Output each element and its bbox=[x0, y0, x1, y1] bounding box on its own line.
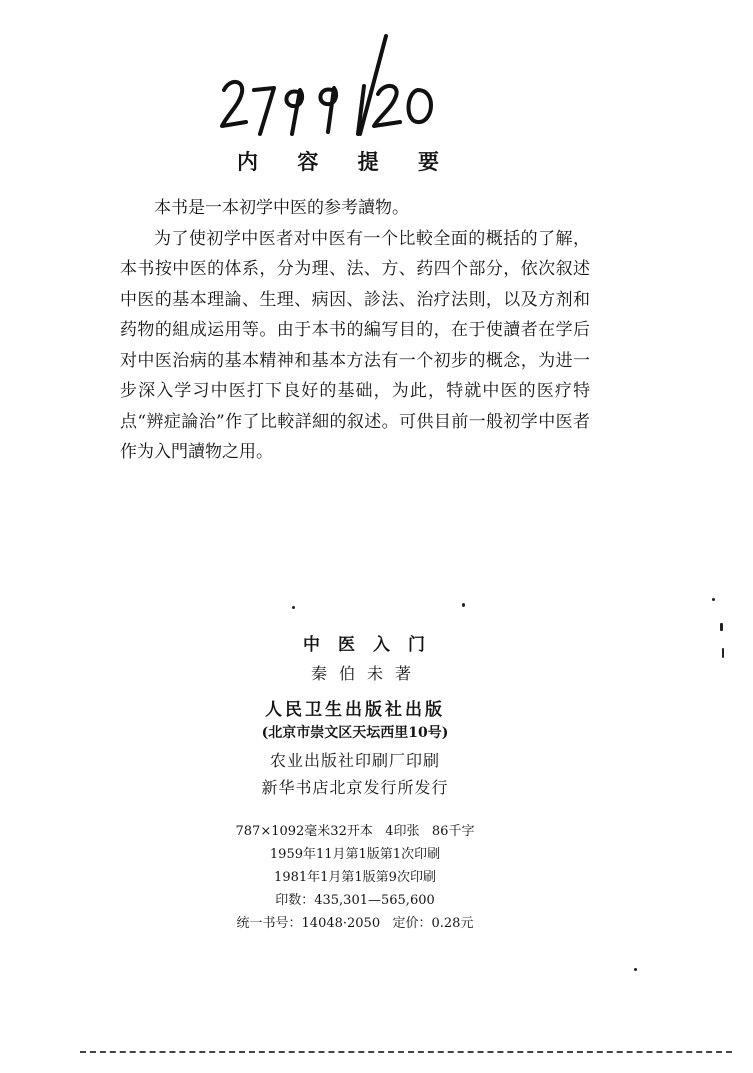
print-speck bbox=[712, 598, 715, 601]
handwritten-digit-9a bbox=[286, 90, 302, 134]
publisher-line: 人民卫生出版社出版 bbox=[265, 700, 445, 720]
print-speck bbox=[722, 648, 724, 658]
print-speck bbox=[462, 603, 465, 607]
current-printing-line: 1981年1月第1版第9次印刷 bbox=[274, 870, 436, 885]
handwritten-digit-2 bbox=[222, 82, 246, 126]
summary-heading: 内 容 提 要 bbox=[237, 150, 455, 174]
book-author: 秦伯未著 bbox=[310, 664, 423, 683]
print-speck bbox=[634, 968, 637, 971]
summary-body bbox=[120, 193, 590, 468]
print-run-line: 印数：435,301—565,600 bbox=[275, 893, 435, 908]
isbn-price-line: 统一书号：14048·2050 定价：0.28元 bbox=[236, 916, 474, 931]
handwritten-digit-7 bbox=[254, 88, 274, 134]
printer-line: 农业出版社印刷厂印刷 bbox=[269, 751, 440, 770]
handwritten-digit-2b bbox=[374, 86, 400, 126]
first-edition-line: 1959年11月第1版第1次印刷 bbox=[269, 847, 441, 862]
handwritten-annotation bbox=[210, 30, 450, 140]
book-title: 中医入门 bbox=[303, 635, 443, 655]
print-speck bbox=[292, 606, 295, 609]
summary-paragraph-2: 为了使初学中医者对中医有一个比較全面的概括的了解，本书按中医的体系，分为理、法、方、药四个部分，依次叙述中医的基本理論、生理、病因、診法、治疗法則，以及方剂和药物的組成运用等。由于本书的編写目的，在于使讀者在学后对中医治病的基本精神和基本方法有一个初步的概念，为进一步深入学习中医打下良好的基础，为此，特就中医的医疗特点“辨症論治”作了比較詳細的叙述。可供目前一般初学中医者作为入門讀物之用。 bbox=[120, 228, 590, 462]
print-speck bbox=[720, 623, 723, 631]
distributor-line: 新华书店北京发行所发行 bbox=[261, 778, 449, 797]
format-line: 787×1092毫米32开本 4印张 86千字 bbox=[235, 824, 475, 839]
page-bottom-rule bbox=[80, 1051, 732, 1053]
handwritten-digit-0 bbox=[409, 90, 432, 122]
handwritten-digit-9b bbox=[320, 88, 336, 132]
publisher-address: (北京市崇文区天坛西里10号) bbox=[261, 725, 449, 741]
summary-paragraph-1: 本书是一本初学中医的参考讀物。 bbox=[154, 198, 409, 218]
